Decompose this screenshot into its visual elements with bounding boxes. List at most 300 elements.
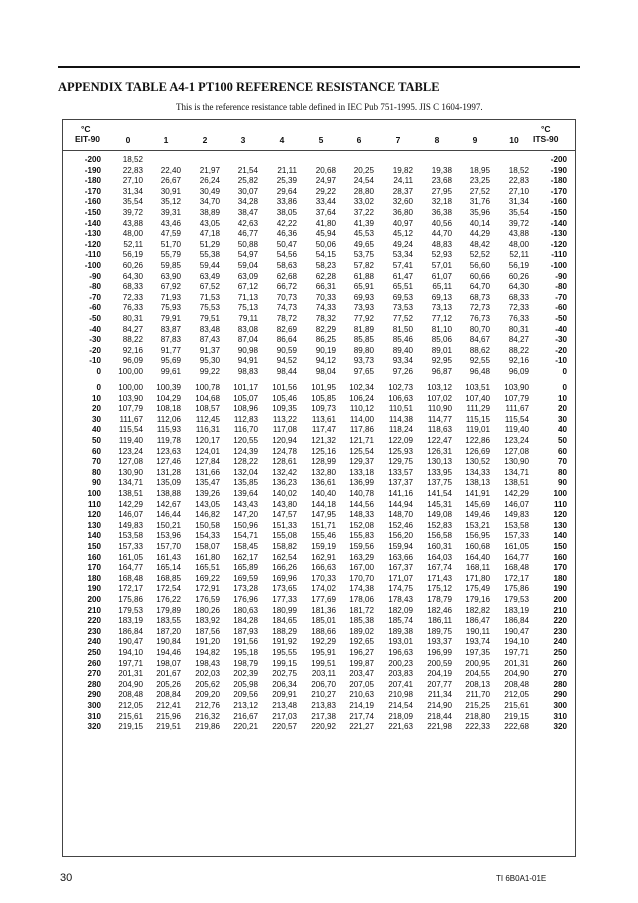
resistance-value: 30,91	[160, 186, 181, 196]
row-temperature-right: -80	[555, 282, 567, 292]
table-row	[63, 447, 575, 458]
resistance-value: 114,00	[349, 414, 374, 424]
row-temperature-left: 30	[91, 414, 101, 424]
resistance-value: 76,73	[469, 314, 490, 323]
resistance-value: 167,00	[349, 563, 374, 573]
resistance-value: 161,05	[118, 552, 143, 562]
row-temperature-right: 140	[553, 531, 567, 541]
resistance-value: 202,75	[272, 669, 297, 679]
resistance-value: 149,08	[427, 510, 452, 520]
resistance-value: 180,26	[195, 605, 220, 615]
resistance-value: 56,19	[122, 250, 143, 260]
resistance-value: 24,54	[353, 176, 374, 186]
resistance-value: 78,72	[276, 314, 297, 323]
resistance-value: 221,27	[349, 722, 374, 732]
resistance-value: 126,31	[427, 446, 452, 456]
resistance-value: 176,59	[195, 595, 220, 604]
table-row	[63, 680, 575, 691]
resistance-value: 92,55	[469, 356, 490, 366]
resistance-value: 165,14	[156, 563, 181, 573]
resistance-value: 100,00	[118, 383, 143, 392]
resistance-value: 21,11	[277, 165, 297, 175]
resistance-value: 171,07	[388, 573, 413, 583]
column-header: 5	[318, 135, 324, 145]
resistance-value: 29,64	[276, 186, 297, 196]
resistance-value: 86,64	[276, 335, 297, 345]
resistance-value: 186,47	[465, 616, 490, 626]
resistance-value: 21,97	[199, 165, 220, 175]
resistance-value: 46,77	[237, 229, 258, 239]
resistance-value: 100,78	[195, 383, 220, 392]
resistance-value: 199,51	[311, 658, 336, 668]
resistance-value: 45,12	[392, 229, 413, 239]
resistance-value: 80,31	[122, 314, 143, 323]
resistance-value: 166,26	[272, 563, 297, 573]
table-row	[63, 627, 575, 638]
column-header: 9	[472, 135, 478, 145]
resistance-value: 68,73	[469, 292, 490, 302]
resistance-value: 120,55	[233, 436, 258, 445]
resistance-value: 34,70	[199, 197, 220, 207]
resistance-value: 178,06	[349, 595, 374, 604]
resistance-value: 205,98	[233, 679, 258, 689]
resistance-value: 179,53	[504, 595, 529, 604]
resistance-value: 121,32	[311, 436, 336, 445]
resistance-value: 96,87	[431, 367, 452, 376]
resistance-value: 80,70	[469, 324, 490, 334]
resistance-value: 160,31	[427, 542, 452, 551]
table-header	[63, 120, 575, 151]
resistance-value: 149,83	[118, 520, 143, 530]
resistance-value: 204,90	[118, 679, 143, 689]
resistance-value: 57,41	[392, 261, 413, 270]
resistance-value: 68,33	[122, 282, 143, 292]
row-temperature-left: -180	[84, 176, 101, 186]
resistance-value: 217,38	[311, 711, 336, 721]
resistance-value: 209,56	[233, 690, 258, 700]
resistance-value: 100,39	[156, 383, 181, 392]
resistance-value: 84,27	[508, 335, 529, 345]
resistance-value: 27,10	[508, 186, 529, 196]
resistance-value: 183,92	[195, 616, 220, 626]
row-temperature-right: -40	[555, 324, 567, 334]
resistance-value: 194,82	[195, 648, 220, 657]
resistance-value: 142,29	[118, 499, 143, 509]
row-temperature-right: 110	[553, 499, 567, 509]
table-row	[63, 606, 575, 617]
resistance-value: 102,73	[388, 383, 413, 392]
table-row	[63, 166, 575, 177]
resistance-value: 22,83	[508, 176, 529, 186]
resistance-value: 191,20	[195, 637, 220, 647]
resistance-value: 172,17	[118, 584, 143, 594]
resistance-value: 110,51	[388, 404, 413, 414]
table-row	[63, 335, 575, 346]
resistance-value: 208,48	[118, 690, 143, 700]
resistance-value: 60,26	[508, 271, 529, 281]
resistance-value: 158,07	[195, 542, 220, 551]
resistance-value: 162,54	[272, 552, 297, 562]
row-temperature-left: -30	[89, 335, 101, 345]
resistance-value: 179,53	[118, 605, 143, 615]
resistance-value: 105,07	[233, 393, 258, 403]
table-row	[63, 325, 575, 336]
resistance-value: 156,20	[388, 531, 413, 541]
table-row	[63, 367, 575, 378]
resistance-value: 56,19	[508, 261, 529, 270]
resistance-value: 51,29	[199, 239, 220, 249]
resistance-value: 210,98	[388, 690, 413, 700]
resistance-value: 118,24	[388, 425, 413, 435]
resistance-value: 87,83	[160, 335, 181, 345]
resistance-value: 194,46	[156, 648, 181, 657]
resistance-value: 196,27	[349, 648, 374, 657]
row-temperature-right: 70	[557, 457, 567, 467]
resistance-value: 164,77	[118, 563, 143, 573]
row-temperature-left: 0	[96, 383, 101, 392]
resistance-value: 117,47	[311, 425, 336, 435]
resistance-value: 76,33	[508, 314, 529, 323]
resistance-value: 132,42	[272, 467, 297, 477]
resistance-value: 216,32	[195, 711, 220, 721]
resistance-value: 125,54	[349, 446, 374, 456]
resistance-value: 143,05	[195, 499, 220, 509]
resistance-value: 222,33	[465, 722, 490, 732]
resistance-value: 212,05	[504, 690, 529, 700]
resistance-value: 213,48	[272, 701, 297, 710]
row-temperature-right: 270	[553, 669, 567, 679]
resistance-value: 84,27	[122, 324, 143, 334]
resistance-value: 192,29	[311, 637, 336, 647]
resistance-value: 215,25	[465, 701, 490, 710]
resistance-value: 44,29	[469, 229, 490, 239]
resistance-value: 128,22	[233, 457, 258, 467]
resistance-value: 46,36	[276, 229, 297, 239]
table-row	[63, 208, 575, 219]
row-temperature-left: 70	[91, 457, 101, 467]
resistance-value: 73,53	[392, 303, 413, 313]
resistance-value: 168,85	[156, 573, 181, 583]
resistance-value: 61,47	[392, 271, 413, 281]
row-temperature-left: -170	[84, 186, 101, 196]
resistance-value: 108,18	[156, 404, 181, 414]
resistance-value: 111,29	[466, 404, 490, 414]
resistance-value: 31,34	[122, 186, 143, 196]
resistance-value: 138,88	[156, 489, 181, 498]
row-temperature-right: 0	[562, 367, 567, 376]
table-row	[63, 478, 575, 489]
resistance-value: 219,15	[504, 711, 529, 721]
resistance-value: 114,38	[388, 414, 413, 424]
resistance-value: 54,56	[276, 250, 297, 260]
column-header: 3	[240, 135, 246, 145]
resistance-value: 110,90	[427, 404, 452, 414]
resistance-value: 97,26	[392, 367, 413, 376]
resistance-value: 112,06	[156, 414, 181, 424]
resistance-value: 215,61	[118, 711, 143, 721]
table-row	[63, 356, 575, 367]
resistance-value: 115,54	[504, 414, 529, 424]
resistance-value: 220,92	[311, 722, 336, 732]
resistance-value: 52,11	[123, 239, 143, 249]
row-temperature-left: 60	[91, 446, 101, 456]
resistance-value: 198,07	[156, 658, 181, 668]
row-temperature-right: -50	[555, 314, 567, 323]
resistance-value: 39,31	[160, 208, 181, 217]
row-temperature-right: 170	[553, 563, 567, 573]
resistance-value: 206,70	[311, 679, 336, 689]
resistance-value: 147,95	[311, 510, 336, 520]
row-temperature-left: 120	[87, 510, 101, 520]
resistance-value: 170,70	[349, 573, 374, 583]
table-row	[63, 394, 575, 405]
resistance-value: 183,19	[504, 605, 529, 615]
row-temperature-right: -150	[550, 208, 567, 217]
resistance-value: 19,38	[431, 165, 452, 175]
resistance-value: 115,93	[156, 425, 181, 435]
resistance-value: 103,90	[504, 383, 529, 392]
resistance-value: 42,22	[276, 218, 297, 228]
table-row	[63, 176, 575, 187]
row-temperature-left: 260	[87, 658, 101, 668]
table-row	[63, 197, 575, 208]
resistance-value: 72,33	[122, 292, 143, 302]
resistance-value: 60,66	[469, 271, 490, 281]
resistance-value: 218,09	[388, 711, 413, 721]
resistance-value: 140,02	[272, 489, 297, 498]
resistance-value: 91,77	[160, 345, 181, 355]
table-row	[63, 293, 575, 304]
column-header: 2	[202, 135, 208, 145]
resistance-value: 96,09	[122, 356, 143, 366]
resistance-value: 185,38	[349, 616, 374, 626]
resistance-value: 70,73	[276, 292, 297, 302]
resistance-value: 24,11	[393, 176, 413, 186]
resistance-value: 174,38	[349, 584, 374, 594]
resistance-value: 190,11	[465, 626, 490, 636]
row-temperature-left: -60	[89, 303, 101, 313]
resistance-value: 77,92	[353, 314, 374, 323]
resistance-value: 30,07	[237, 186, 258, 196]
row-temperature-right: 260	[553, 658, 567, 668]
table-row	[63, 637, 575, 648]
resistance-value: 105,46	[272, 393, 297, 403]
resistance-value: 43,05	[199, 218, 220, 228]
resistance-value: 126,69	[465, 446, 490, 456]
resistance-value: 172,91	[195, 584, 220, 594]
resistance-value: 29,22	[315, 186, 336, 196]
resistance-value: 64,70	[469, 282, 490, 292]
resistance-value: 65,11	[432, 282, 452, 292]
resistance-value: 132,80	[311, 467, 336, 477]
resistance-value: 67,52	[199, 282, 220, 292]
table-row	[63, 303, 575, 314]
resistance-value: 107,79	[504, 393, 529, 403]
row-temperature-left: 210	[87, 605, 101, 615]
resistance-value: 211,70	[465, 690, 490, 700]
table-row	[63, 468, 575, 479]
resistance-value: 172,17	[504, 573, 529, 583]
table-row	[63, 314, 575, 325]
resistance-value: 189,38	[388, 626, 413, 636]
resistance-value: 150,21	[156, 520, 181, 530]
resistance-value: 198,43	[195, 658, 220, 668]
resistance-value: 68,33	[508, 292, 529, 302]
resistance-value: 134,33	[465, 467, 490, 477]
resistance-value: 182,82	[465, 605, 490, 615]
table-row	[63, 250, 575, 261]
resistance-value: 33,86	[276, 197, 297, 207]
resistance-value: 168,48	[504, 563, 529, 573]
resistance-value: 66,72	[276, 282, 297, 292]
resistance-value: 174,75	[388, 584, 413, 594]
row-temperature-right: -70	[555, 292, 567, 302]
resistance-value: 136,23	[272, 478, 297, 488]
resistance-value: 23,25	[469, 176, 490, 186]
resistance-value: 154,71	[233, 531, 258, 541]
row-temperature-right: -120	[550, 239, 567, 249]
resistance-value: 124,39	[233, 446, 258, 456]
row-temperature-left: 320	[87, 722, 101, 732]
resistance-value: 18,52	[122, 155, 143, 164]
resistance-value: 102,34	[349, 383, 374, 392]
resistance-value: 35,96	[469, 208, 490, 217]
table-row	[63, 500, 575, 511]
resistance-value: 31,76	[469, 197, 490, 207]
resistance-value: 207,41	[388, 679, 413, 689]
doc-code: TI 6B0A1-01E	[496, 874, 547, 883]
resistance-value: 86,25	[315, 335, 336, 345]
table-row	[63, 616, 575, 627]
resistance-value: 33,44	[315, 197, 336, 207]
resistance-value: 119,78	[156, 436, 181, 445]
resistance-value: 32,60	[392, 197, 413, 207]
resistance-value: 143,43	[233, 499, 258, 509]
resistance-value: 177,33	[272, 595, 297, 604]
row-temperature-right: -130	[550, 229, 567, 239]
resistance-value: 25,39	[276, 176, 297, 186]
table-row	[63, 542, 575, 553]
resistance-value: 142,67	[156, 499, 181, 509]
row-temperature-right: -30	[555, 335, 567, 345]
resistance-value: 89,40	[392, 345, 413, 355]
resistance-value: 48,42	[469, 239, 490, 249]
resistance-value: 214,90	[427, 701, 452, 710]
resistance-value: 173,28	[233, 584, 258, 594]
resistance-value: 201,31	[504, 658, 529, 668]
table-row	[63, 404, 575, 415]
resistance-value: 214,54	[388, 701, 413, 710]
resistance-value: 211,34	[427, 690, 452, 700]
resistance-value: 136,61	[311, 478, 336, 488]
resistance-value: 193,37	[427, 637, 452, 647]
resistance-value: 219,86	[195, 722, 220, 732]
resistance-value: 190,47	[504, 626, 529, 636]
row-temperature-left: 220	[87, 616, 101, 626]
resistance-value: 183,19	[118, 616, 143, 626]
resistance-value: 104,29	[156, 393, 181, 403]
resistance-value: 171,80	[465, 573, 490, 583]
resistance-value: 151,33	[272, 520, 297, 530]
resistance-value: 159,94	[388, 542, 413, 551]
row-temperature-right: -140	[550, 218, 567, 228]
resistance-value: 152,08	[349, 520, 374, 530]
resistance-value: 79,11	[238, 314, 258, 323]
resistance-value: 127,46	[156, 457, 181, 467]
resistance-value: 130,52	[465, 457, 490, 467]
resistance-value: 52,11	[509, 250, 529, 260]
resistance-value: 117,08	[272, 425, 297, 435]
resistance-value: 136,99	[349, 478, 374, 488]
resistance-value: 39,72	[508, 218, 529, 228]
resistance-value: 182,09	[388, 605, 413, 615]
row-temperature-left: 80	[91, 467, 101, 477]
resistance-value: 144,56	[349, 499, 374, 509]
resistance-value: 199,87	[349, 658, 374, 668]
resistance-value: 146,44	[156, 510, 181, 520]
row-temperature-right: 150	[553, 542, 567, 551]
resistance-value: 141,91	[465, 489, 490, 498]
resistance-value: 101,17	[233, 383, 258, 392]
row-temperature-right: 200	[553, 595, 567, 604]
resistance-value: 153,21	[465, 520, 490, 530]
resistance-value: 208,48	[504, 679, 529, 689]
top-rule	[58, 66, 580, 68]
resistance-value: 115,15	[465, 414, 490, 424]
resistance-value: 209,20	[195, 690, 220, 700]
resistance-value: 138,51	[118, 489, 143, 498]
resistance-value: 152,46	[388, 520, 413, 530]
resistance-value: 91,37	[199, 345, 220, 355]
row-temperature-left: 310	[87, 711, 101, 721]
resistance-value: 190,84	[156, 637, 181, 647]
resistance-value: 96,09	[508, 367, 529, 376]
resistance-value: 137,37	[388, 478, 413, 488]
resistance-value: 220,21	[233, 722, 258, 732]
resistance-value: 54,15	[315, 250, 336, 260]
row-temperature-left: 240	[87, 637, 101, 647]
resistance-value: 203,83	[388, 669, 413, 679]
resistance-value: 40,56	[431, 218, 452, 228]
resistance-value: 137,75	[427, 478, 452, 488]
resistance-value: 81,10	[431, 324, 452, 334]
resistance-value: 74,33	[315, 303, 336, 313]
row-temperature-right: 180	[553, 573, 567, 583]
resistance-value: 113,22	[272, 414, 297, 424]
resistance-value: 149,83	[504, 510, 529, 520]
resistance-value: 188,66	[311, 626, 336, 636]
resistance-value: 166,63	[311, 563, 336, 573]
resistance-value: 186,84	[118, 626, 143, 636]
row-temperature-right: 290	[553, 690, 567, 700]
resistance-value: 156,58	[427, 531, 452, 541]
row-temperature-right: 230	[553, 626, 567, 636]
row-temperature-right: 120	[553, 510, 567, 520]
table-row	[63, 425, 575, 436]
page-title: APPENDIX TABLE A4-1 PT100 REFERENCE RESISTANCE TABLE	[58, 80, 440, 94]
resistance-value: 77,52	[392, 314, 413, 323]
resistance-value: 217,74	[349, 711, 374, 721]
row-temperature-left: -150	[84, 208, 101, 217]
resistance-value: 197,71	[118, 658, 143, 668]
resistance-value: 83,08	[237, 324, 258, 334]
resistance-value: 69,93	[353, 292, 374, 302]
resistance-value: 57,01	[431, 261, 452, 270]
resistance-value: 119,40	[118, 436, 143, 445]
resistance-value: 169,22	[195, 573, 220, 583]
resistance-value: 107,79	[118, 404, 143, 414]
resistance-value: 181,72	[349, 605, 374, 615]
